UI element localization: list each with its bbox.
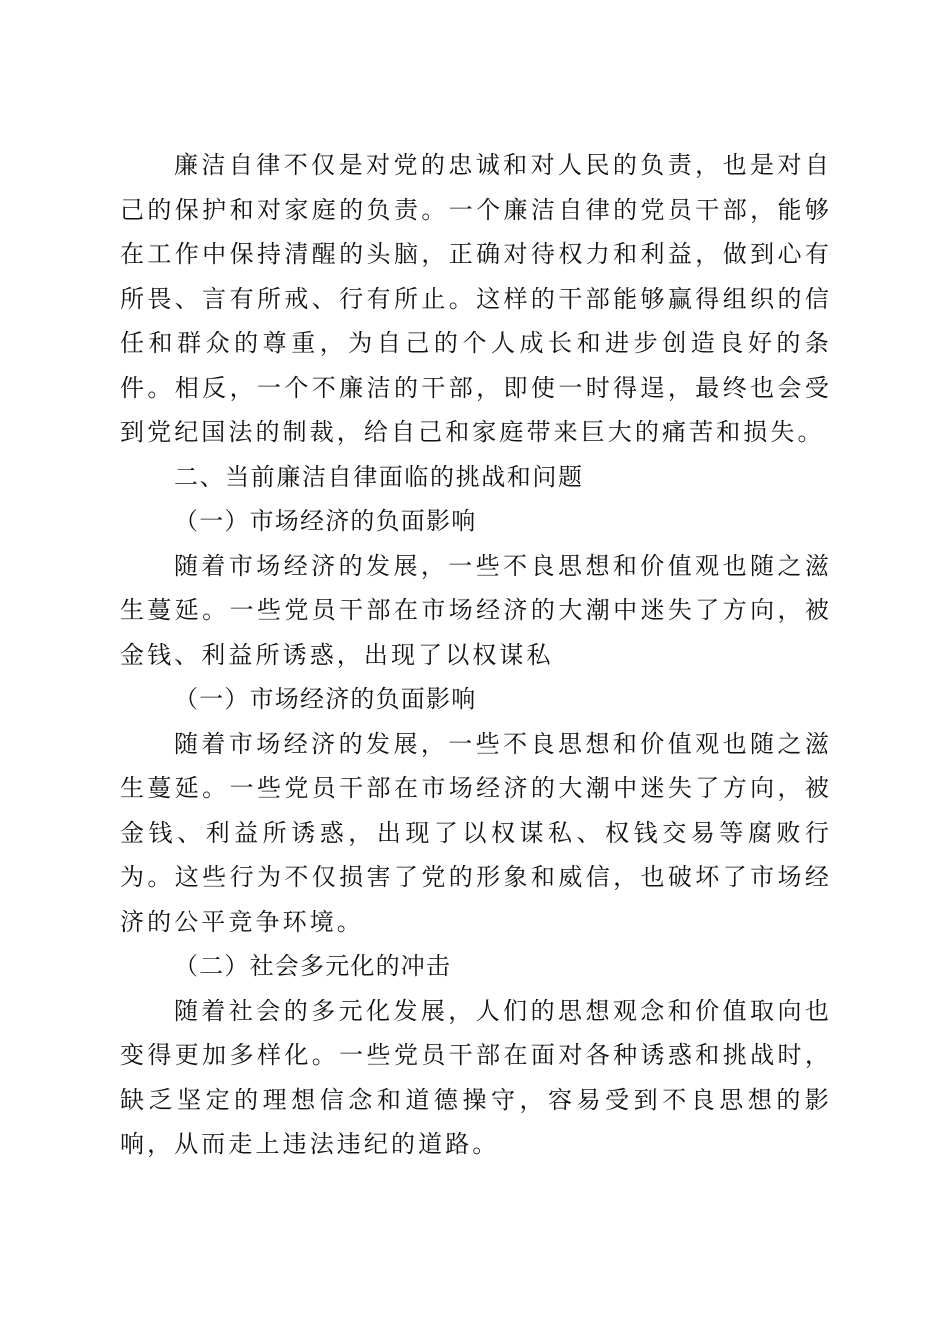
sub-heading-market-economy-repeat: （一）市场经济的负面影响 [174,685,477,713]
document-body [120,143,832,1167]
paragraph-market-economy: 随着市场经济的发展，一些不良思想和价值观也随之滋生蔓延。一些党员干部在市场经济的大潮中迷失了方向，被金钱、利益所诱惑，出现了以权谋私、权钱交易等腐败行为。这些行为不仅损害了党的形象和威信，也破坏了市场经济的公平竞争环境。 [120,729,832,936]
section-heading-challenges: 二、当前廉洁自律面临的挑战和问题 [174,462,584,491]
paragraph-integrity-importance: 廉洁自律不仅是对党的忠诚和对人民的负责，也是对自己的保护和对家庭的负责。一个廉洁自律的党员干部，能够在工作中保持清醒的头脑，正确对待权力和利益，做到心有所畏、言有所戒、行有所止。这样的干部能够赢得组织的信任和群众的尊重，为自己的个人成长和进步创造良好的条件。相反，一个不廉洁的干部，即使一时得逞，最终也会受到党纪国法的制裁，给自己和家庭带来巨大的痛苦和损失。 [120,151,832,446]
sub-heading-social-diversification: （二）社会多元化的冲击 [174,952,452,980]
sub-heading-market-economy: （一）市场经济的负面影响 [174,507,477,535]
paragraph-market-economy-truncated: 随着市场经济的发展，一些不良思想和价值观也随之滋生蔓延。一些党员干部在市场经济的大潮中迷失了方向，被金钱、利益所诱惑，出现了以权谋私 [120,551,832,669]
paragraph-social-diversification: 随着社会的多元化发展，人们的思想观念和价值取向也变得更加多样化。一些党员干部在面对各种诱惑和挑战时，缺乏坚定的理想信念和道德操守，容易受到不良思想的影响，从而走上违法违纪的道路。 [120,996,832,1158]
